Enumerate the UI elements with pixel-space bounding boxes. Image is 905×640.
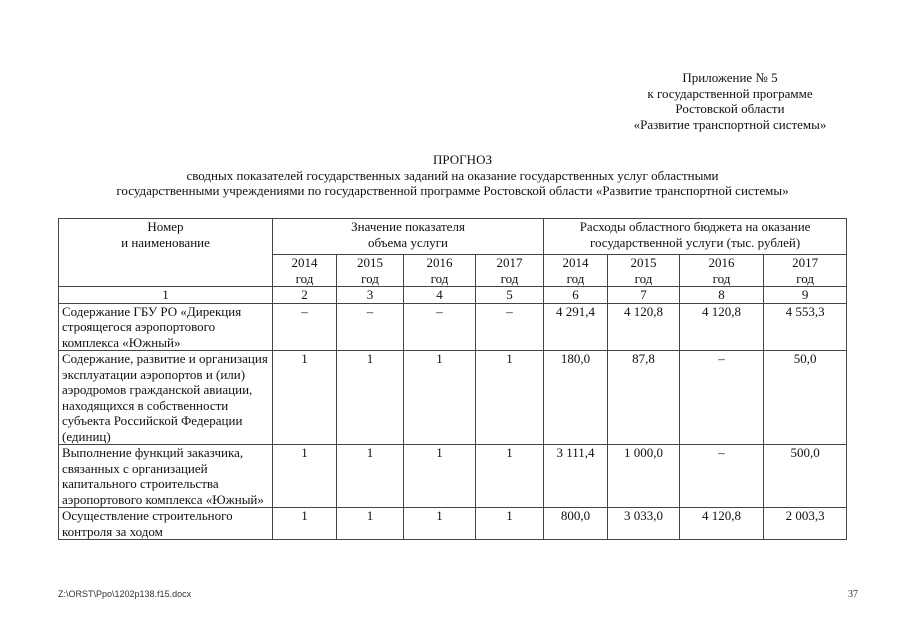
appendix-line: Приложение № 5 [682, 70, 778, 85]
appendix-line: Ростовской области [675, 101, 785, 116]
header-year: 2017 год [476, 255, 544, 287]
table-row [59, 508, 847, 540]
header-expenses: Расходы областного бюджета на оказание государственной услуги (тыс. рублей) [544, 219, 847, 255]
table-row [59, 445, 847, 508]
indicator-cell: – [476, 303, 544, 351]
header-indicator: Значение показателя объема услуги [273, 219, 544, 255]
indicator-cell: 1 [273, 351, 337, 445]
indicator-cell: 1 [337, 445, 404, 508]
row-name: Осуществление строительного контроля за ходом [59, 508, 273, 540]
row-name: Содержание, развитие и организация эксплуатации аэропортов и (или) аэродромов гражданской авиации, находящихся в собственности субъекта Российской Федерации (единиц) [59, 351, 273, 445]
indicator-cell: 1 [476, 351, 544, 445]
column-number: 7 [608, 287, 680, 304]
forecast-table [58, 218, 847, 540]
indicator-cell: 1 [273, 508, 337, 540]
indicator-cell: 1 [404, 351, 476, 445]
indicator-cell: 1 [476, 445, 544, 508]
column-number: 2 [273, 287, 337, 304]
indicator-cell: – [273, 303, 337, 351]
expense-cell: 4 553,3 [764, 303, 847, 351]
expense-cell: 500,0 [764, 445, 847, 508]
header-year: 2017 год [764, 255, 847, 287]
expense-cell: 2 003,3 [764, 508, 847, 540]
column-number: 1 [59, 287, 273, 304]
appendix-line: «Развитие транспортной системы» [633, 116, 827, 132]
expense-cell: 3 033,0 [608, 508, 680, 540]
indicator-cell: 1 [337, 351, 404, 445]
table-row [59, 303, 847, 351]
document-title [0, 152, 905, 199]
row-name: Выполнение функций заказчика, связанных с организацией капитального строительства аэропортового комплекса «Южный» [59, 445, 273, 508]
column-number: 6 [544, 287, 608, 304]
header-year: 2015 год [337, 255, 404, 287]
header-year: 2014 год [273, 255, 337, 287]
indicator-cell: 1 [273, 445, 337, 508]
column-number: 5 [476, 287, 544, 304]
title-heading: ПРОГНОЗ [433, 152, 492, 167]
column-numbers-row [59, 287, 847, 304]
expense-cell: 4 120,8 [680, 508, 764, 540]
indicator-cell: 1 [404, 508, 476, 540]
header-year: 2016 год [680, 255, 764, 287]
expense-cell: 180,0 [544, 351, 608, 445]
expense-cell: 4 120,8 [680, 303, 764, 351]
column-number: 3 [337, 287, 404, 304]
indicator-cell: 1 [337, 508, 404, 540]
column-number: 8 [680, 287, 764, 304]
appendix-block [600, 70, 860, 132]
expense-cell: 1 000,0 [608, 445, 680, 508]
indicator-cell: – [337, 303, 404, 351]
expense-cell: 4 120,8 [608, 303, 680, 351]
expense-cell: – [680, 351, 764, 445]
header-year: 2014 год [544, 255, 608, 287]
header-year: 2015 год [608, 255, 680, 287]
indicator-cell: 1 [476, 508, 544, 540]
row-name: Содержание ГБУ РО «Дирекция строящегося аэропортового комплекса «Южный» [59, 303, 273, 351]
expense-cell: 3 111,4 [544, 445, 608, 508]
title-line: сводных показателей государственных заданий на оказание государственных услуг областными [186, 167, 719, 183]
page-number: 37 [848, 589, 858, 600]
column-number: 4 [404, 287, 476, 304]
expense-cell: – [680, 445, 764, 508]
expense-cell: 50,0 [764, 351, 847, 445]
table-row [59, 351, 847, 445]
footer-file-path: Z:\ORST\Ppo\1202p138.f15.docx [58, 589, 192, 599]
appendix-line: к государственной программе [647, 85, 813, 101]
expense-cell: 87,8 [608, 351, 680, 445]
indicator-cell: – [404, 303, 476, 351]
indicator-cell: 1 [404, 445, 476, 508]
header-year: 2016 год [404, 255, 476, 287]
header-name: Номер и наименование [59, 219, 273, 287]
expense-cell: 4 291,4 [544, 303, 608, 351]
expense-cell: 800,0 [544, 508, 608, 540]
column-number: 9 [764, 287, 847, 304]
title-line: государственными учреждениями по государственной программе Ростовской области «Развитие транспортной системы» [116, 183, 789, 198]
